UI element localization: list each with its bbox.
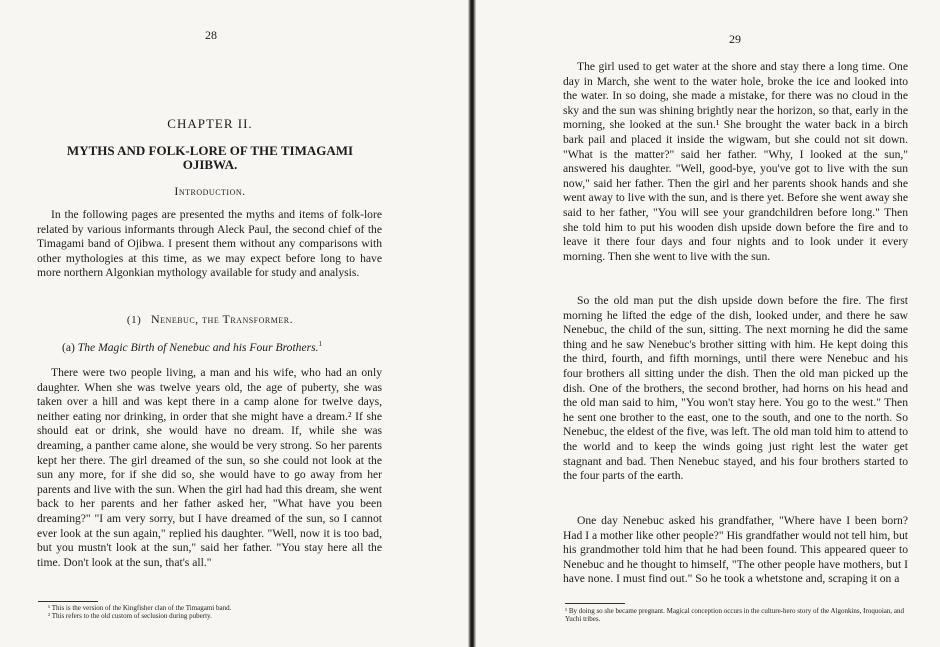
tale-body-paragraph: There were two people living, a man and his wife, who had an only daughter. When she was twelve years old, the age of puberty, she was taken over a hill and was kept there in a camp alone for twelve days, neither eating nor drinking, in order that she might have a dream.² If she should eat or drink, she would have no dream. If, while she was dreaming, a panther came alone, she would be very strong. So her parents kept her there. The girl dreamed of the sun, so she could not look at the sun any more, for if she did so, she would have to go away from her parents and live with the sun. When the girl had had this dream, she went back to her parents and her father asked her, "What have you been dreaming?" "I am very sorry, but I have dreamed of the sun, so I cannot ever look at the sun again," replied his daughter. "Well, now it is too bad, but you mustn't look at the sun," said her father. "You stay here all the time. Don't look at the sun, that's all." [37, 366, 382, 569]
subsection-number: (1) [126, 314, 142, 326]
right-paragraph-2: So the old man put the dish upside down before the fire. The first morning he lifted the edge of the dish, looked under, and there he saw Nenebuc, the child of the sun, sitting. The next morning he did the same thing and he saw Nenebuc's brother sitting with him. He kept doing this the third, fourth, and fifth mornings, until there were Nenebuc and his four brothers all sitting under the dish. Then the old man picked up the dish. One of the brothers, the second brother, had horns on his head and the old man said to him, "You won't stay here. You go to the west." Then he sent one brother to the east, one to the south, and one to the north. So Nenebuc, the eldest of the five, was left. The old man told him to attend to the world and to keep the winds going just right lest the water get stagnant and bad. Then Nenebuc stayed, and his four brothers started to the four parts of the earth. [563, 294, 908, 483]
book-gutter [468, 0, 476, 647]
footnote-rule-right [565, 603, 625, 604]
footnote-rule-left [38, 601, 98, 602]
subsection-heading [0, 312, 420, 327]
right-page [476, 0, 940, 647]
page-number-left: 28 [205, 28, 217, 42]
tale-title: The Magic Birth of Nenebuc and his Four Brothers. [77, 340, 319, 354]
chapter-title: MYTHS AND FOLK-LORE OF THE TIMAGAMI OJIBWA. [66, 143, 354, 172]
chapter-heading: CHAPTER II. [167, 116, 253, 131]
tale-title-note: 1 [318, 340, 323, 348]
footnote-1-left: ¹ This is the version of the Kingfisher clan of the Timagami band. [48, 604, 232, 612]
intro-paragraph: In the following pages are presented the myths and items of folk-lore related by various informants through Aleck Paul, the second chief of the Timagami band of Ojibwa. I present them without any comparisons with other mythologies at this time, as we may expect before long to have more northern Algonkian mythology available for study and analysis. [37, 208, 382, 280]
page-number-right: 29 [729, 32, 741, 46]
footnote-2-left: ² This refers to the old custom of seclusion during puberty. [48, 612, 212, 620]
left-page [0, 0, 468, 647]
footnote-1-right: ¹ By doing so she became pregnant. Magical conception occurs in the culture-hero story of the Algonkins, Iroquoian, and Yuchi tribes. [565, 607, 904, 623]
footnote-right [565, 607, 910, 623]
footnotes-left [48, 604, 368, 620]
subsection-title: Nenebuc, the Transformer. [151, 312, 294, 326]
section-heading-introduction [0, 184, 420, 199]
tale-heading [62, 340, 402, 354]
right-paragraph-1: The girl used to get water at the shore and stay there a long time. One day in March, she went to the water hole, broke the ice and looked into the water. In so doing, she made a mistake, for there was no cloud in the sky and the sun was shining brightly near the horizon, so that, early in the morning, she looked at the sun.¹ She brought the water back in a birch bark pail and placed it inside the wigwam, but she could not sit down. "What is the matter?" said her father. "Why, I looked at the sun," answered his daughter. "Well, good-bye, you've got to live with the sun now," said her father. Then the girl and her parents shook hands and she went away to live with the sun, and is there yet. Before she went away she said to her father, "You will see your grandchildren before long." Then she told him to put his wooden dish upside down before the fire and to leave it there four days and four nights and to look under it every morning. Then she went to live with the sun. [563, 60, 908, 263]
section-heading-text: Introduction. [174, 184, 246, 198]
right-paragraph-3: One day Nenebuc asked his grandfather, "Where have I been born? Had I a mother like other people?" His grandfather would not tell him, but his grandmother told him that he had been found. This appeared queer to Nenebuc and he thought to himself, "The other people have mothers, but I have none. I must find out." So he took a whetstone and, scraping it on a [563, 514, 908, 586]
tale-label: (a) [62, 340, 75, 354]
